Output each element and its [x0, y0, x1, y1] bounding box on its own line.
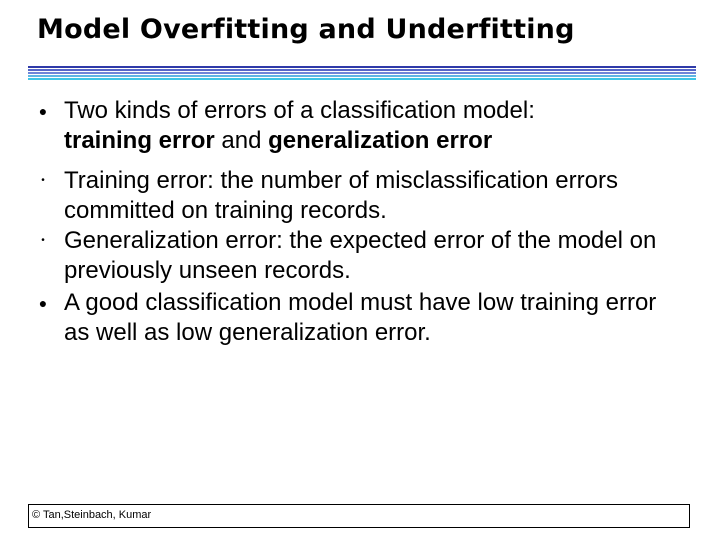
slide-title: Model Overfitting and Underfitting: [37, 14, 575, 45]
small-dot-icon: •: [41, 175, 45, 186]
emphasis-generalization-error: generalization error: [268, 127, 493, 154]
copyright-text: © Tan,Steinbach, Kumar: [32, 509, 152, 521]
bullet-text: A good classification model must have low training error as well as low generalization error.: [64, 289, 657, 346]
bullet-text: Two kinds of errors of a classification model: training error and generalization error: [64, 97, 535, 154]
bullet-item: [28, 226, 678, 286]
small-dot-icon: •: [41, 235, 45, 246]
bullet-item: [28, 166, 678, 226]
divider-line-4: [28, 75, 696, 77]
bullet-item: [28, 96, 678, 156]
bullet-list: [28, 96, 678, 348]
bullet-item: [28, 288, 678, 348]
emphasis-training-error: training error: [64, 127, 215, 154]
filled-circle-icon: ●: [38, 103, 48, 119]
divider-line-1: [28, 66, 696, 68]
filled-circle-icon: ●: [38, 295, 48, 311]
bullet-text: Generalization error: the expected error of the model on previously unseen records.: [64, 227, 657, 284]
copyright-footer: [28, 504, 690, 528]
divider-line-3: [28, 72, 696, 74]
divider-line-2: [28, 69, 696, 71]
divider-line-5: [28, 78, 696, 80]
bullet-text: Training error: the number of misclassification errors committed on training records.: [64, 167, 618, 224]
title-divider: [28, 66, 696, 80]
